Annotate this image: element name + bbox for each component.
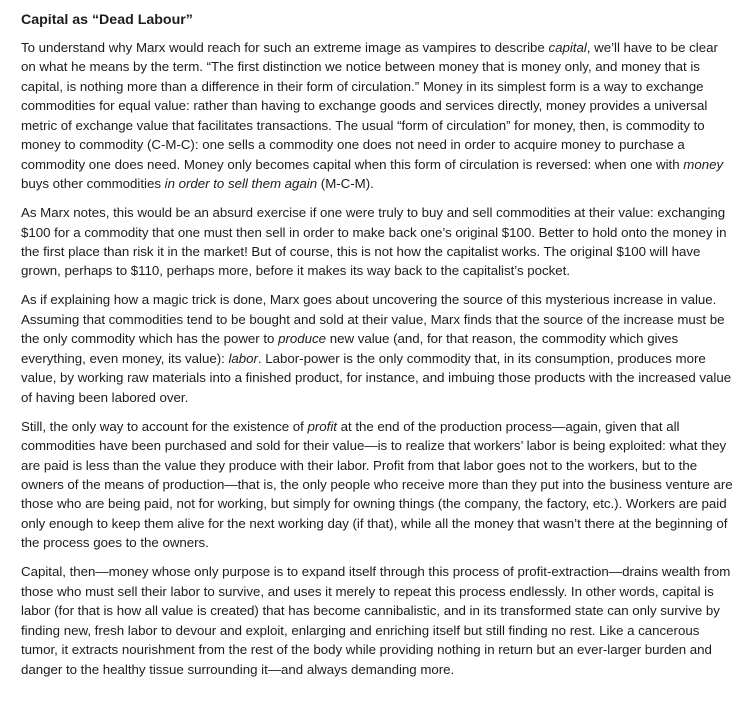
text-run: , we’ll have to be clear on what he means by the term. “The first distinction we notice between money that is money only, and money that is capital, is nothing more than a difference in their form of circulation.” Money in its simplest form is a way to exchange commodities for equal value: rather than having to exchange goods and services directly, money provides a universal metric of exchange value that facilitates transactions. The usual “form of circulation” for money, then, is commodity to money to commodity (C-M-C): one sells a commodity one does not need in order to acquire money to purchase a commodity one does need. Money only becomes capital when this form of circulation is reversed: when one with (21, 40, 718, 172)
paragraph (21, 38, 735, 194)
text-run: . Labor-power is the only commodity that, in its consumption, produces more value, by working raw materials into a finished product, for instance, and imbuing those products with the increased value of having been labored over. (21, 350, 732, 405)
text-run: buys other commodities (21, 176, 165, 192)
text-run: Still, the only way to account for the existence of (21, 418, 308, 434)
text-run: new value (and, for that reason, the commodity which gives everything, even money, its value): (21, 331, 679, 366)
emphasis-text: profit (307, 418, 337, 434)
section-title: Capital as “Dead Labour” (21, 12, 193, 28)
paragraph (21, 290, 735, 407)
text-run: at the end of the production process—again, given that all commodities have been purchased and sold for their value—is to realize that workers’ labor is being exploited: what they are paid is less than the value they produce with their labor. Profit from that labor goes not to the workers, but to the owners of the means of production—that is, the only people who receive more than they put into the business venture are those who are being paid, not for working, but simply for owning things (the company, the factory, etc.). Workers are paid only enough to keep them alive for the next working day (if that), while all the money that wasn’t there at the beginning of the process goes to the owners. (21, 418, 733, 551)
text-run: As Marx notes, this would be an absurd exercise if one were truly to buy and sell commodities at their value: exchanging $100 for a commodity that one must then sell in order to make back one’s original $100. Better to hold onto the money in the first place than risk it in the market! But of course, this is not how the capitalist works. The original $100 will have grown, perhaps to $110, perhaps more, before it makes its way back to the capitalist’s pocket. (21, 205, 727, 279)
emphasis-text: produce (278, 331, 327, 347)
paragraph (21, 417, 735, 553)
emphasis-text: capital (548, 40, 587, 55)
text-run: To understand why Marx would reach for such an extreme image as vampires to describe (21, 40, 549, 55)
paragraph (21, 562, 735, 679)
text-run: (M-C-M). (317, 176, 374, 192)
emphasis-text: in order to sell them again (164, 176, 318, 192)
paragraph (21, 203, 735, 281)
text-run: As if explaining how a magic trick is done, Marx goes about uncovering the source of this mysterious increase in value. Assuming that commodities tend to be bought and sold at their value, Marx finds that the source of the increase must be the only commodity which has the power to (21, 292, 725, 347)
emphasis-text: money (683, 156, 724, 172)
emphasis-text: labor (228, 350, 258, 366)
text-run: Capital, then—money whose only purpose is to expand itself through this process of profit-extraction—drains wealth from those who must sell their labor to survive, and uses it merely to repeat this process endlessly. In other words, capital is labor (for that is how all value is created) that has become cannibalistic, and in its transformed state can only survive by finding new, fresh labor to devour and exploit, enlarging and enriching itself but still finding no rest. Like a cancerous tumor, it extracts nourishment from the rest of the body while providing nothing in return but an ever-larger burden and danger to the healthy tissue surrounding it—and always demanding more. (21, 564, 731, 677)
article-body (21, 38, 735, 679)
